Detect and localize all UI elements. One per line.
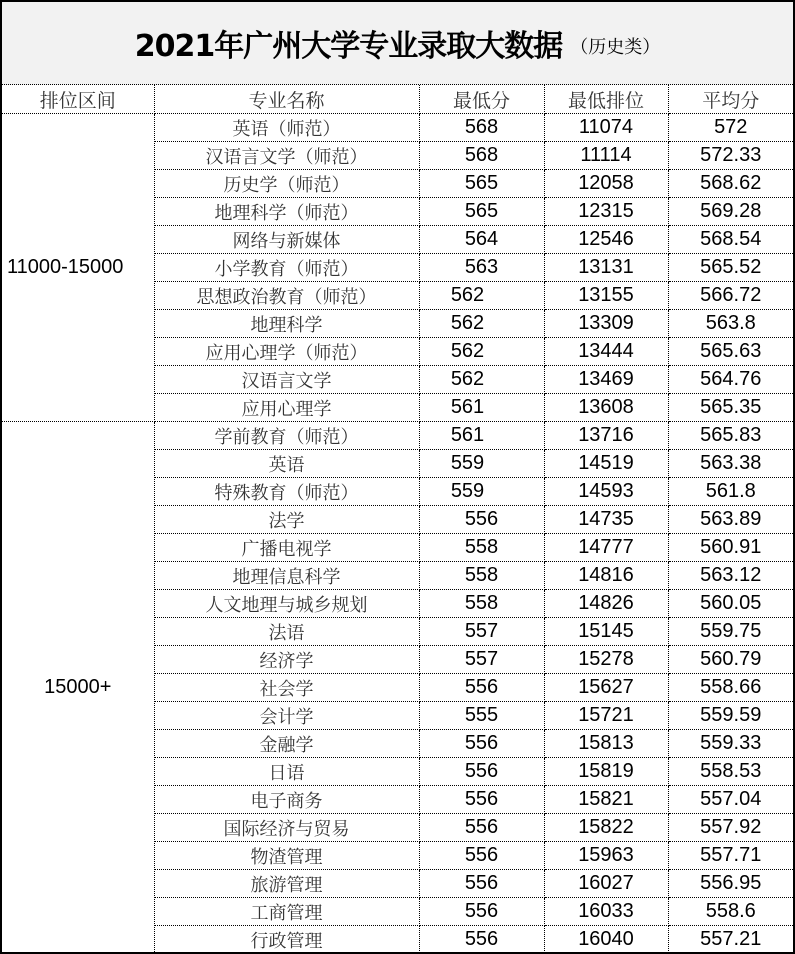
major-name-cell[interactable]: 社会学 [154, 674, 419, 702]
avg-score-cell[interactable]: 557.71 [668, 842, 793, 870]
avg-score-cell[interactable]: 572 [668, 114, 793, 142]
min-rank-cell[interactable]: 16040 [544, 926, 668, 954]
min-score-cell[interactable]: 555 [419, 702, 544, 730]
avg-score-cell[interactable]: 563.38 [668, 450, 793, 478]
avg-score-cell[interactable]: 566.72 [668, 282, 793, 310]
header-major-name[interactable]: 专业名称 [154, 85, 419, 114]
min-rank-cell[interactable]: 15963 [544, 842, 668, 870]
min-rank-cell[interactable]: 13469 [544, 366, 668, 394]
min-score-cell[interactable]: 558 [419, 534, 544, 562]
min-score-cell[interactable]: 556 [419, 898, 544, 926]
avg-score-cell[interactable]: 558.66 [668, 674, 793, 702]
min-rank-cell[interactable]: 14735 [544, 506, 668, 534]
min-score-cell[interactable]: 562 [419, 366, 544, 394]
major-name-cell[interactable]: 英语 [154, 450, 419, 478]
major-name-cell[interactable]: 汉语言文学（师范） [154, 142, 419, 170]
major-name-cell[interactable]: 会计学 [154, 702, 419, 730]
min-rank-cell[interactable]: 12315 [544, 198, 668, 226]
min-score-cell[interactable]: 563 [419, 254, 544, 282]
min-score-cell[interactable]: 562 [419, 282, 544, 310]
table-row [2, 422, 793, 450]
major-name-cell[interactable]: 应用心理学（师范） [154, 338, 419, 366]
avg-score-cell[interactable]: 563.8 [668, 310, 793, 338]
avg-score-cell[interactable]: 565.52 [668, 254, 793, 282]
header-rank-range[interactable]: 排位区间 [2, 85, 154, 114]
avg-score-cell[interactable]: 560.79 [668, 646, 793, 674]
major-name-cell[interactable]: 物渣管理 [154, 842, 419, 870]
min-score-cell[interactable]: 556 [419, 730, 544, 758]
page-title: 2021年广州大学专业录取大数据 [134, 29, 563, 64]
major-name-cell[interactable]: 网络与新媒体 [154, 226, 419, 254]
major-name-cell[interactable]: 学前教育（师范） [154, 422, 419, 450]
major-name-cell[interactable]: 工商管理 [154, 898, 419, 926]
avg-score-cell[interactable]: 559.75 [668, 618, 793, 646]
min-score-cell[interactable]: 556 [419, 870, 544, 898]
min-rank-cell[interactable]: 15819 [544, 758, 668, 786]
min-rank-cell[interactable]: 15278 [544, 646, 668, 674]
min-score-cell[interactable]: 557 [419, 646, 544, 674]
rank-range-cell[interactable]: 11000-15000 [2, 114, 154, 422]
min-score-cell[interactable]: 557 [419, 618, 544, 646]
min-rank-cell[interactable]: 15627 [544, 674, 668, 702]
admission-table [2, 85, 793, 954]
min-score-cell[interactable]: 556 [419, 814, 544, 842]
major-name-cell[interactable]: 人文地理与城乡规划 [154, 590, 419, 618]
min-rank-cell[interactable]: 13716 [544, 422, 668, 450]
major-name-cell[interactable]: 地理科学 [154, 310, 419, 338]
avg-score-cell[interactable]: 565.83 [668, 422, 793, 450]
min-score-cell[interactable]: 562 [419, 310, 544, 338]
major-name-cell[interactable]: 汉语言文学 [154, 366, 419, 394]
major-name-cell[interactable]: 地理科学（师范） [154, 198, 419, 226]
header-min-rank[interactable]: 最低排位 [544, 85, 668, 114]
min-rank-cell[interactable]: 13155 [544, 282, 668, 310]
min-score-cell[interactable]: 562 [419, 338, 544, 366]
min-rank-cell[interactable]: 13608 [544, 394, 668, 422]
major-name-cell[interactable]: 小学教育（师范） [154, 254, 419, 282]
avg-score-cell[interactable]: 572.33 [668, 142, 793, 170]
min-score-cell[interactable]: 556 [419, 786, 544, 814]
min-rank-cell[interactable]: 14777 [544, 534, 668, 562]
min-score-cell[interactable]: 565 [419, 170, 544, 198]
min-score-cell[interactable]: 556 [419, 758, 544, 786]
min-score-cell[interactable]: 559 [419, 450, 544, 478]
min-rank-cell[interactable]: 14816 [544, 562, 668, 590]
avg-score-cell[interactable]: 560.05 [668, 590, 793, 618]
min-rank-cell[interactable]: 11074 [544, 114, 668, 142]
min-score-cell[interactable]: 561 [419, 394, 544, 422]
min-rank-cell[interactable]: 13309 [544, 310, 668, 338]
min-rank-cell[interactable]: 15821 [544, 786, 668, 814]
major-name-cell[interactable]: 金融学 [154, 730, 419, 758]
major-name-cell[interactable]: 应用心理学 [154, 394, 419, 422]
min-score-cell[interactable]: 561 [419, 422, 544, 450]
min-score-cell[interactable]: 568 [419, 114, 544, 142]
min-rank-cell[interactable]: 12546 [544, 226, 668, 254]
avg-score-cell[interactable]: 560.91 [668, 534, 793, 562]
avg-score-cell[interactable]: 557.92 [668, 814, 793, 842]
min-rank-cell[interactable]: 13444 [544, 338, 668, 366]
avg-score-cell[interactable]: 568.62 [668, 170, 793, 198]
header-row [2, 85, 793, 114]
avg-score-cell[interactable]: 558.6 [668, 898, 793, 926]
avg-score-cell[interactable]: 565.63 [668, 338, 793, 366]
min-score-cell[interactable]: 558 [419, 562, 544, 590]
avg-score-cell[interactable]: 564.76 [668, 366, 793, 394]
min-rank-cell[interactable]: 16027 [544, 870, 668, 898]
major-name-cell[interactable]: 法学 [154, 506, 419, 534]
min-score-cell[interactable]: 556 [419, 506, 544, 534]
major-name-cell[interactable]: 思想政治教育（师范） [154, 282, 419, 310]
major-name-cell[interactable]: 行政管理 [154, 926, 419, 954]
avg-score-cell[interactable]: 556.95 [668, 870, 793, 898]
major-name-cell[interactable]: 历史学（师范） [154, 170, 419, 198]
avg-score-cell[interactable]: 569.28 [668, 198, 793, 226]
avg-score-cell[interactable]: 557.21 [668, 926, 793, 954]
min-rank-cell[interactable]: 13131 [544, 254, 668, 282]
avg-score-cell[interactable]: 565.35 [668, 394, 793, 422]
min-rank-cell[interactable]: 14593 [544, 478, 668, 506]
avg-score-cell[interactable]: 561.8 [668, 478, 793, 506]
header-min-score[interactable]: 最低分 [419, 85, 544, 114]
min-rank-cell[interactable]: 11114 [544, 142, 668, 170]
title-cell[interactable] [2, 2, 793, 85]
min-rank-cell[interactable]: 16033 [544, 898, 668, 926]
major-name-cell[interactable]: 法语 [154, 618, 419, 646]
min-score-cell[interactable]: 565 [419, 198, 544, 226]
major-name-cell[interactable]: 经济学 [154, 646, 419, 674]
table-row [2, 114, 793, 142]
avg-score-cell[interactable]: 563.12 [668, 562, 793, 590]
min-rank-cell[interactable]: 15145 [544, 618, 668, 646]
avg-score-cell[interactable]: 559.59 [668, 702, 793, 730]
header-avg-score[interactable]: 平均分 [668, 85, 793, 114]
major-name-cell[interactable]: 广播电视学 [154, 534, 419, 562]
min-rank-cell[interactable]: 12058 [544, 170, 668, 198]
min-score-cell[interactable]: 564 [419, 226, 544, 254]
major-name-cell[interactable]: 地理信息科学 [154, 562, 419, 590]
min-score-cell[interactable]: 556 [419, 926, 544, 954]
major-name-cell[interactable]: 旅游管理 [154, 870, 419, 898]
min-score-cell[interactable]: 558 [419, 590, 544, 618]
min-rank-cell[interactable]: 14826 [544, 590, 668, 618]
page-subtitle: （历史类） [570, 37, 661, 58]
min-rank-cell[interactable]: 15822 [544, 814, 668, 842]
avg-score-cell[interactable]: 568.54 [668, 226, 793, 254]
min-score-cell[interactable]: 559 [419, 478, 544, 506]
major-name-cell[interactable]: 日语 [154, 758, 419, 786]
avg-score-cell[interactable]: 558.53 [668, 758, 793, 786]
avg-score-cell[interactable]: 559.33 [668, 730, 793, 758]
min-rank-cell[interactable]: 15721 [544, 702, 668, 730]
min-score-cell[interactable]: 556 [419, 674, 544, 702]
major-name-cell[interactable]: 国际经济与贸易 [154, 814, 419, 842]
avg-score-cell[interactable]: 563.89 [668, 506, 793, 534]
rank-range-cell[interactable]: 15000+ [2, 422, 154, 954]
major-name-cell[interactable]: 电子商务 [154, 786, 419, 814]
min-rank-cell[interactable]: 15813 [544, 730, 668, 758]
min-score-cell[interactable]: 556 [419, 842, 544, 870]
major-name-cell[interactable]: 特殊教育（师范） [154, 478, 419, 506]
major-name-cell[interactable]: 英语（师范） [154, 114, 419, 142]
min-rank-cell[interactable]: 14519 [544, 450, 668, 478]
avg-score-cell[interactable]: 557.04 [668, 786, 793, 814]
min-score-cell[interactable]: 568 [419, 142, 544, 170]
